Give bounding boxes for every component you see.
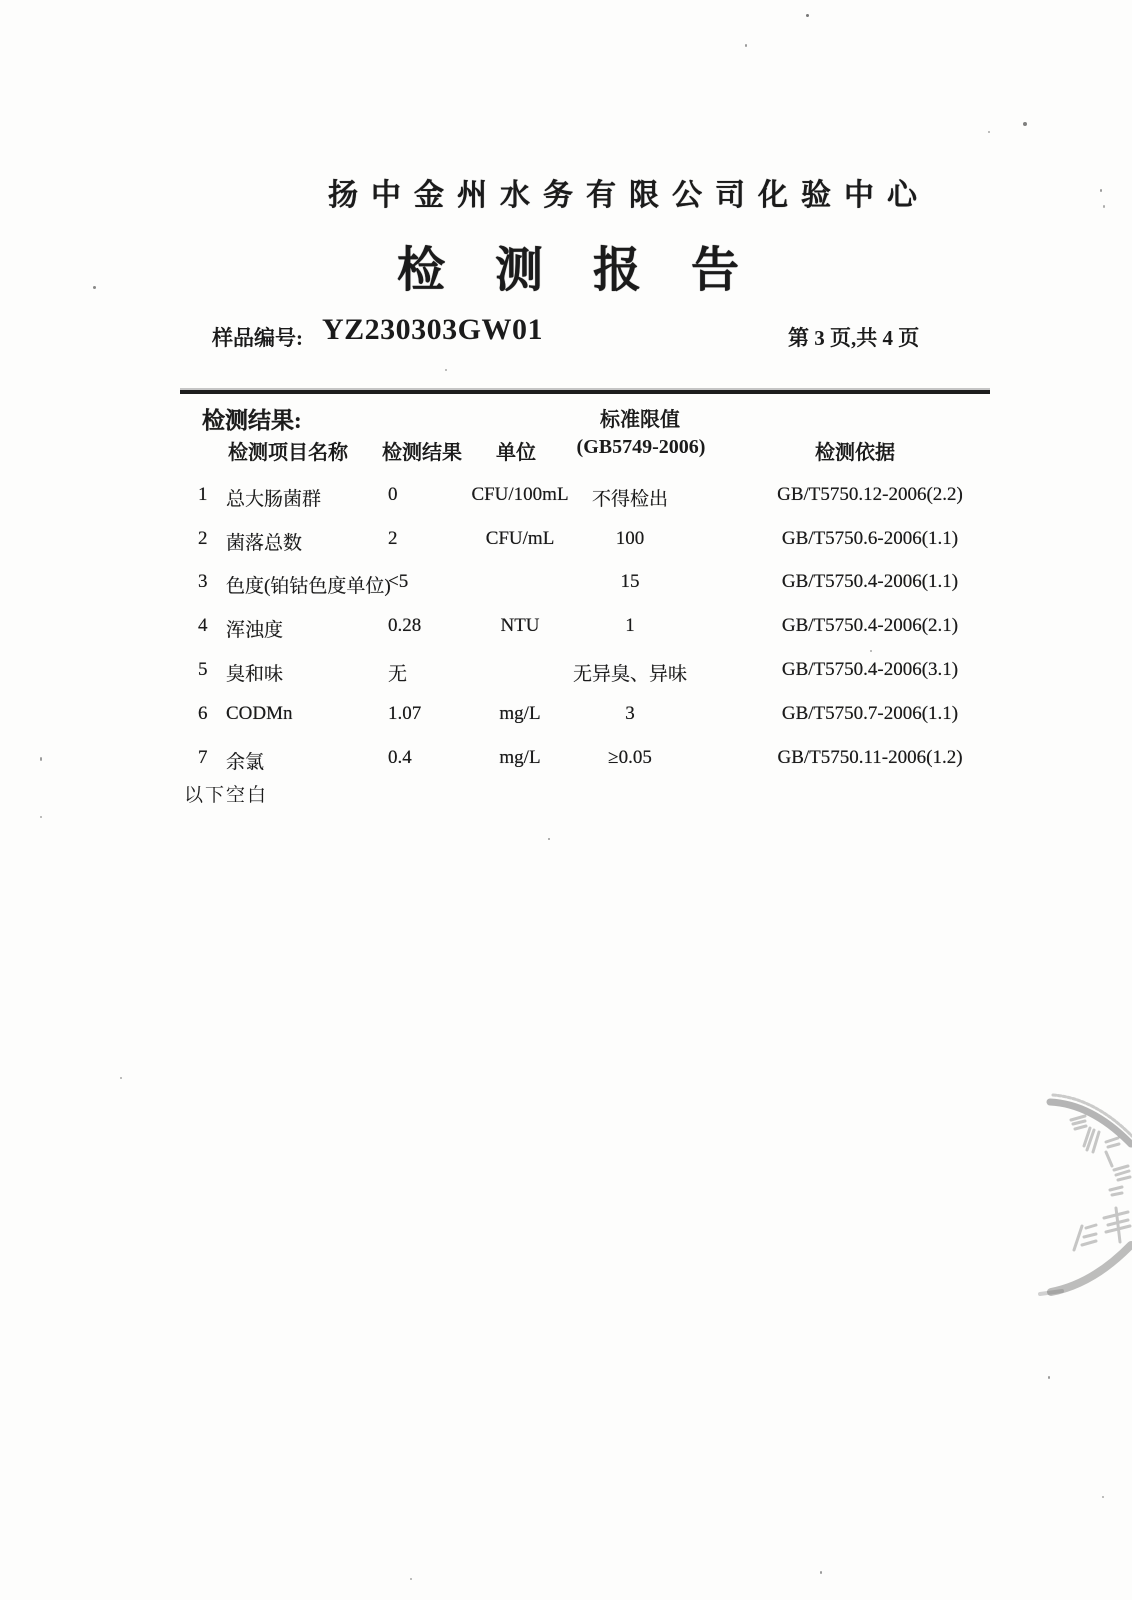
scan-speck [40,757,42,761]
scan-speck [988,131,990,133]
column-header-standard: (GB5749-2006) [576,436,706,458]
row-number: 2 [198,528,208,549]
scan-speck [745,44,747,47]
item-unit: CFU/100mL [471,484,569,505]
column-header-result: 检测结果 [382,442,462,464]
scan-speck [870,650,872,652]
item-limit: ≥0.05 [608,747,652,768]
table-row [0,615,1132,641]
item-basis: GB/T5750.7-2006(1.1) [781,703,959,724]
table-row [0,571,1132,597]
item-limit: 3 [625,703,635,724]
sample-number-label: 样品编号: [212,326,303,350]
scan-speck [40,816,42,818]
item-basis: GB/T5750.12-2006(2.2) [777,484,963,505]
column-header-unit: 单位 [496,442,536,464]
row-number: 6 [198,703,208,724]
item-name: 总大肠菌群 [226,489,322,510]
end-of-data-note: 以下空白 [184,785,269,806]
item-result: 2 [388,528,398,549]
item-name: CODMn [226,703,293,724]
table-row [0,528,1132,554]
scan-speck [120,1077,122,1079]
item-name: 臭和味 [226,664,284,685]
standard-limit-title: 标准限值 [600,409,680,431]
item-result: 0.4 [388,747,412,768]
row-number: 7 [198,747,208,768]
item-name: 色度(铂钴色度单位) [226,576,391,597]
item-result: 0.28 [388,615,422,636]
item-name: 余氯 [226,752,265,773]
page-indicator: 第 3 页,共 4 页 [788,326,920,350]
item-result: 0 [388,484,398,505]
company-title: 扬中金州水务有限公司化验中心 [328,179,930,212]
scan-speck [93,286,96,289]
scan-speck [1102,1496,1104,1498]
scan-speck [445,369,447,371]
scan-speck [1100,189,1102,192]
scan-speck [410,1578,412,1580]
row-number: 3 [198,571,208,592]
item-result: 1.07 [388,703,422,724]
item-name: 浑浊度 [226,620,284,641]
table-row [0,484,1132,510]
row-number: 5 [198,659,208,680]
scan-speck [548,838,550,840]
row-number: 1 [198,484,208,505]
item-limit: 1 [625,615,635,636]
item-unit: NTU [500,615,540,636]
column-header-basis: 检测依据 [815,442,895,464]
scan-speck [1103,205,1105,208]
item-limit: 100 [615,528,645,549]
results-section-title: 检测结果: [202,408,302,433]
scan-speck [806,14,809,17]
sample-number-value: YZ230303GW01 [322,313,544,346]
item-basis: GB/T5750.4-2006(1.1) [781,571,959,592]
table-row [0,659,1132,685]
item-result: <5 [388,571,409,592]
table-row [0,703,1132,729]
item-limit: 15 [620,571,640,592]
item-basis: GB/T5750.11-2006(1.2) [777,747,963,768]
scan-speck [820,1571,822,1574]
item-unit: mg/L [499,703,541,724]
row-number: 4 [198,615,208,636]
scan-speck [1048,1376,1050,1379]
item-basis: GB/T5750.6-2006(1.1) [781,528,959,549]
item-unit: CFU/mL [485,528,555,549]
header-divider [180,390,990,394]
item-limit: 无异臭、异味 [572,664,687,685]
item-limit: 不得检出 [591,489,668,510]
scan-speck [1023,122,1027,126]
table-row [0,747,1132,773]
item-basis: GB/T5750.4-2006(3.1) [781,659,959,680]
item-result: 无 [388,664,408,685]
partial-stamp [1000,1045,1132,1305]
item-basis: GB/T5750.4-2006(2.1) [781,615,959,636]
report-title: 检测报告 [397,244,790,297]
item-unit: mg/L [499,747,541,768]
item-name: 菌落总数 [226,533,303,554]
column-header-name: 检测项目名称 [228,442,348,464]
